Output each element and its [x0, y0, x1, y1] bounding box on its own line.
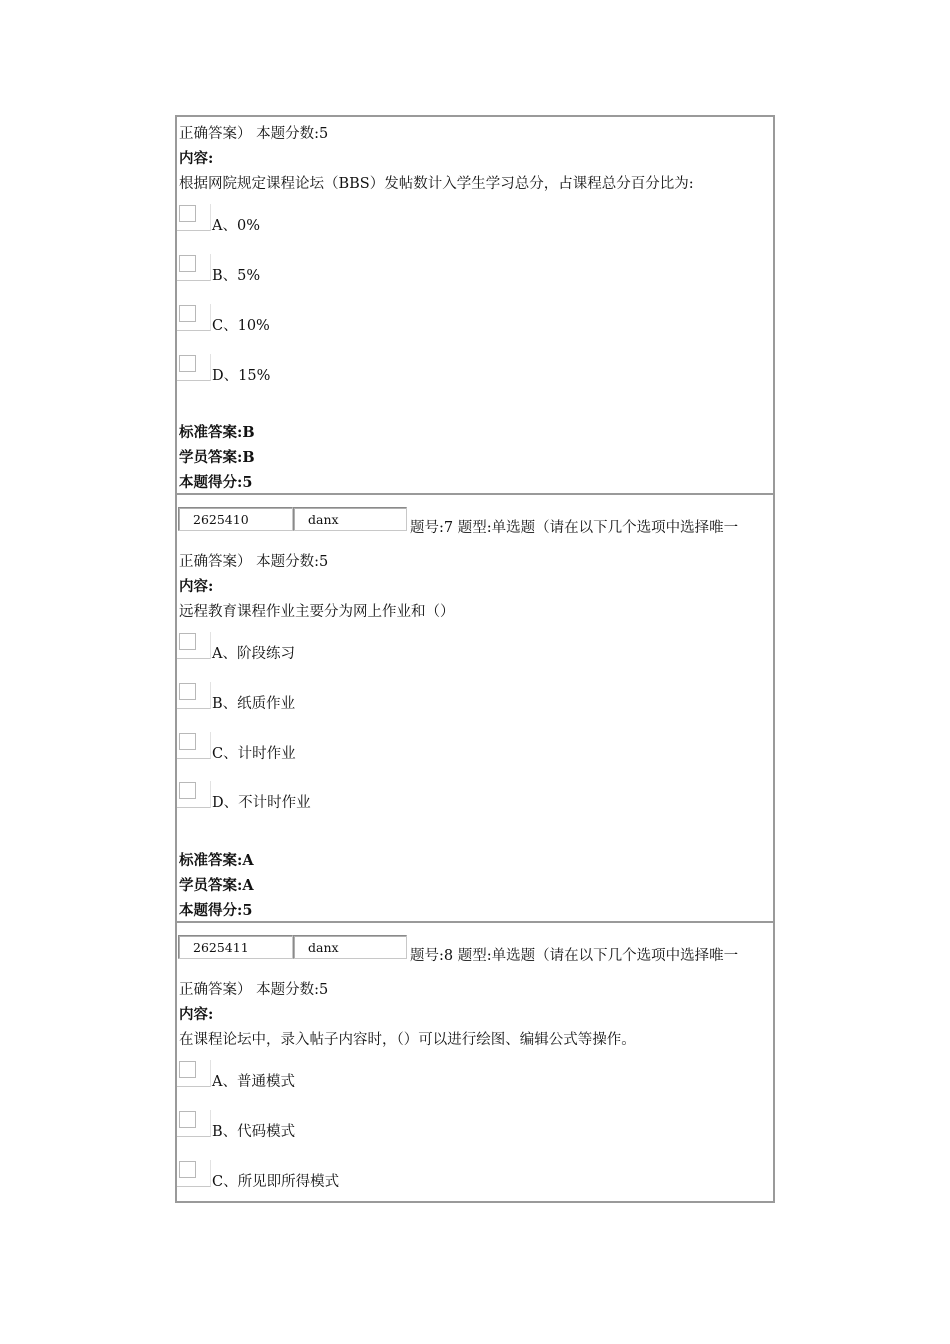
option-b-checkbox[interactable] [177, 1110, 211, 1137]
standard-answer: 标准答案:B [179, 424, 255, 441]
question-content: 在课程论坛中，录入帖子内容时，（）可以进行绘图、编辑公式等操作。 [179, 1032, 636, 1048]
content-label: 内容: [179, 150, 214, 167]
question-score: 本题得分:5 [179, 902, 253, 919]
option-b [177, 1110, 577, 1138]
question-header: 题号:7 题型:单选题（请在以下几个选项中选择唯一 [410, 520, 739, 536]
option-d [177, 781, 577, 809]
option-d [177, 354, 577, 382]
option-a [177, 632, 577, 660]
option-a-checkbox[interactable] [177, 204, 211, 231]
option-b-checkbox[interactable] [177, 254, 211, 281]
question-score: 本题得分:5 [179, 474, 253, 491]
question-header-tail: 正确答案） 本题分数:5 [179, 982, 329, 998]
standard-answer: 标准答案:A [179, 852, 254, 869]
option-d-checkbox[interactable] [177, 781, 211, 808]
question-header: 题号:8 题型:单选题（请在以下几个选项中选择唯一 [410, 948, 739, 964]
option-c-label: C、计时作业 [212, 746, 296, 762]
option-a-label: A、阶段练习 [212, 646, 295, 662]
question-id-field: 2625410 [178, 507, 293, 531]
question-id-field: 2625411 [178, 935, 293, 959]
option-a [177, 1060, 577, 1088]
content-label: 内容: [179, 578, 214, 595]
option-d-label: D、不计时作业 [212, 795, 311, 811]
option-c [177, 732, 577, 760]
option-c-label: C、10% [212, 318, 270, 334]
option-a-checkbox[interactable] [177, 1060, 211, 1087]
student-answer: 学员答案:A [179, 877, 254, 894]
option-b-label: B、5% [212, 268, 261, 284]
question-type-field: danx [293, 507, 407, 531]
option-b [177, 682, 577, 710]
question-content: 根据网院规定课程论坛（BBS）发帖数计入学生学习总分，占课程总分百分比为: [179, 176, 694, 192]
option-a-checkbox[interactable] [177, 632, 211, 659]
option-b-label: B、代码模式 [212, 1124, 296, 1140]
question-type-field: danx [293, 935, 407, 959]
option-c-label: C、所见即所得模式 [212, 1174, 340, 1190]
option-c [177, 1160, 577, 1188]
option-c-checkbox[interactable] [177, 1160, 211, 1187]
content-label: 内容: [179, 1006, 214, 1023]
question-header-tail: 正确答案） 本题分数:5 [179, 554, 329, 570]
option-c-checkbox[interactable] [177, 732, 211, 759]
option-a-label: A、0% [212, 218, 260, 234]
question-block-7 [175, 493, 775, 923]
option-c-checkbox[interactable] [177, 304, 211, 331]
option-d-label: D、15% [212, 368, 271, 384]
question-block-8 [175, 921, 775, 1203]
option-b [177, 254, 577, 282]
option-b-label: B、纸质作业 [212, 696, 296, 712]
option-c [177, 304, 577, 332]
option-d-checkbox[interactable] [177, 354, 211, 381]
option-a [177, 204, 577, 232]
option-a-label: A、普通模式 [212, 1074, 295, 1090]
option-b-checkbox[interactable] [177, 682, 211, 709]
student-answer: 学员答案:B [179, 449, 255, 466]
question-header-tail: 正确答案） 本题分数:5 [179, 126, 329, 142]
question-block-6 [175, 115, 775, 495]
question-content: 远程教育课程作业主要分为网上作业和（） [179, 604, 455, 620]
